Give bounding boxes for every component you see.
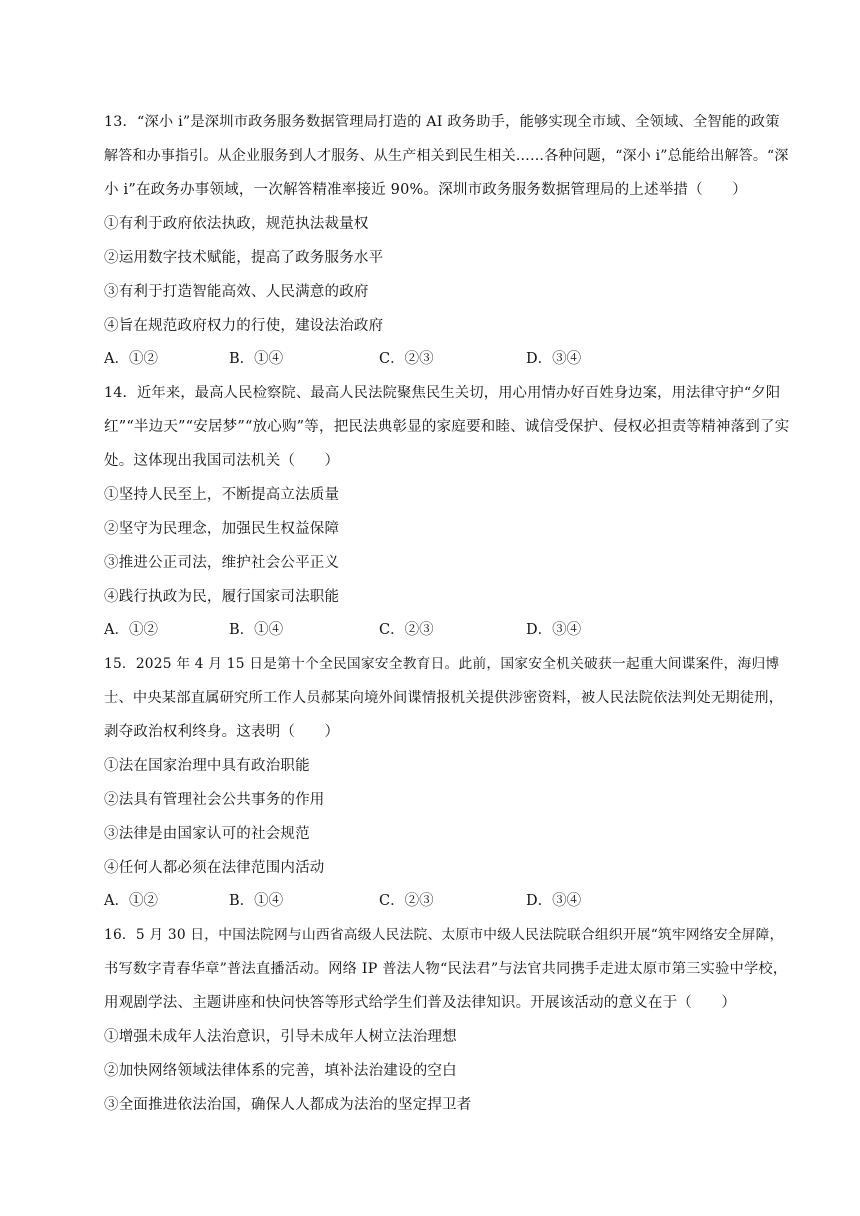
choice-b[interactable]: B．①④: [229, 351, 284, 367]
answer-choices: [104, 620, 804, 640]
question-stem-line: 红”“半边天”“安居梦”“放心购”等，把民法典彰显的家庭要和睦、诚信受保护、侵权必担责等精神落到了实: [104, 419, 790, 435]
choice-d[interactable]: D．③④: [526, 622, 582, 638]
statement-option: ②法具有管理社会公共事务的作用: [104, 792, 325, 808]
statement-option: ②运用数字技术赋能，提高了政务服务水平: [104, 250, 384, 266]
statement-option: ①坚持人民至上，不断提高立法质量: [104, 487, 340, 503]
question-stem-line: 16．5 月 30 日，中国法院网与山西省高级人民法院、太原市中级人民法院联合组织开展“筑牢网络安全屏障，: [104, 927, 784, 943]
question-stem-line: 13．“深小 i”是深圳市政务服务数据管理局打造的 AI 政务助手，能够实现全市域、全领域、全智能的政策: [104, 114, 780, 130]
choice-c[interactable]: C．②③: [379, 622, 434, 638]
answer-choices: [104, 349, 804, 369]
choice-a[interactable]: A．①②: [104, 622, 158, 638]
question-stem-line: 剥夺政治权利终身。这表明（ ）: [104, 724, 340, 740]
statement-option: ④践行执政为民，履行国家司法职能: [104, 589, 340, 605]
statement-option: ①增强未成年人法治意识，引导未成年人树立法治理想: [104, 1029, 457, 1045]
statement-option: ②坚守为民理念，加强民生权益保障: [104, 521, 340, 537]
question-stem-line: 书写数字青春华章”普法直播活动。网络 IP 普法人物“民法君”与法官共同携手走进太原市第三实验中学校，: [104, 961, 788, 977]
statement-option: ③法律是由国家认可的社会规范: [104, 826, 310, 842]
choice-b[interactable]: B．①④: [229, 893, 284, 909]
statement-option: ④旨在规范政府权力的行使，建设法治政府: [104, 318, 384, 334]
choice-b[interactable]: B．①④: [229, 622, 284, 638]
statement-option: ①法在国家治理中具有政治职能: [104, 758, 310, 774]
statement-option: ②加快网络领域法律体系的完善，填补法治建设的空白: [104, 1063, 457, 1079]
choice-a[interactable]: A．①②: [104, 351, 158, 367]
question-stem-line: 15．2025 年 4 月 15 日是第十个全民国家安全教育日。此前，国家安全机关破获一起重大间谍案件，海归博: [104, 656, 780, 672]
statement-option: ③推进公正司法，维护社会公平正义: [104, 555, 340, 571]
question-stem-line: 处。这体现出我国司法机关（ ）: [104, 453, 340, 469]
choice-d[interactable]: D．③④: [526, 351, 582, 367]
question-stem-line: 用观剧学法、主题讲座和快问快答等形式给学生们普及法律知识。开展该活动的意义在于（ ）: [104, 995, 737, 1011]
choice-c[interactable]: C．②③: [379, 893, 434, 909]
question-stem-line: 士、中央某部直属研究所工作人员郝某向境外间谍情报机关提供涉密资料，被人民法院依法判处无期徒刑，: [104, 690, 784, 706]
question-stem-line: 解答和办事指引。从企业服务到人才服务、从生产相关到民生相关……各种问题，“深小 i”总能给出解答。“深: [104, 148, 789, 164]
choice-c[interactable]: C．②③: [379, 351, 434, 367]
statement-option: ④任何人都必须在法律范围内活动: [104, 860, 325, 876]
statement-option: ①有利于政府依法执政，规范执法裁量权: [104, 216, 369, 232]
statement-option: ③有利于打造智能高效、人民满意的政府: [104, 284, 369, 300]
answer-choices: [104, 891, 804, 911]
question-stem-line: 14．近年来，最高人民检察院、最高人民法院聚焦民生关切，用心用情办好百姓身边案，用法律守护“夕阳: [104, 385, 781, 401]
statement-option: ③全面推进依法治国，确保人人都成为法治的坚定捍卫者: [104, 1097, 472, 1113]
choice-a[interactable]: A．①②: [104, 893, 158, 909]
choice-d[interactable]: D．③④: [526, 893, 582, 909]
question-stem-line: 小 i”在政务办事领域，一次解答精准率接近 90%。深圳市政务服务数据管理局的上述举措（ ）: [104, 182, 747, 198]
